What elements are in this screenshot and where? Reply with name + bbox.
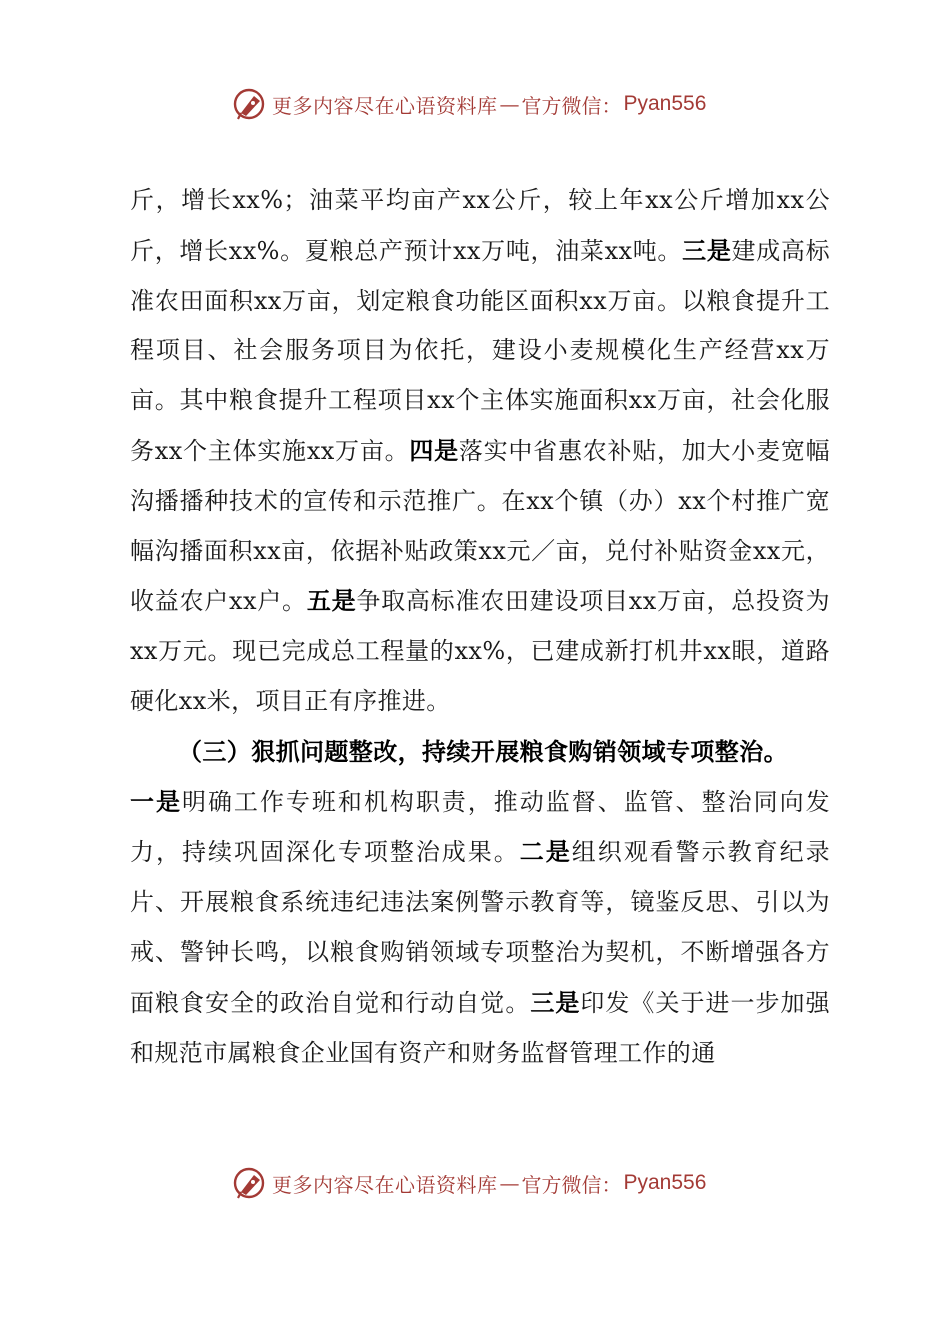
text-segment: 斤，增长xx%；油菜平均亩产xx公斤，较上年xx公斤增加xx公斤，增长xx%。夏粮总产预计xx万吨，油菜xx吨。: [130, 186, 830, 265]
text-segment: 印发《关于进一步加强和规范市属粮食企业国有资产和财务监督管理工作的通: [130, 988, 830, 1067]
text-segment: 争取高标准农田建设项目xx万亩，总投资为xx万元。现已完成总工程量的xx%，已建成新打机井xx眼，道路硬化xx米，项目正有序推进。: [130, 587, 830, 715]
pen-nib-logo-icon: [232, 1165, 268, 1201]
watermark-main-text: 更多内容尽在心语资料库: [272, 93, 498, 118]
document-body: [130, 176, 830, 1078]
header-watermark: [232, 84, 706, 124]
text-segment: 明确工作专班和机构职责，推动监督、监管、整治同向发力，持续巩固深化专项整治成果。: [130, 787, 830, 867]
watermark-separator: —: [499, 1171, 520, 1195]
paragraph-continuation: [130, 176, 830, 727]
watermark-wechat-id: Pyan556: [623, 92, 707, 115]
text-segment: 建成高标准农田面积xx万亩，划定粮食功能区面积xx万亩。以粮食提升工程项目、社会服务项目为依托，建设小麦规模化生产经营xx万亩。其中粮食提升工程项目xx个主体实施面积xx万亩，社会化服务xx个主体实施xx万亩。: [130, 236, 830, 465]
bold-marker: 四是: [409, 435, 459, 465]
watermark-wechat-label: 官方微信：: [521, 1172, 622, 1197]
pen-nib-logo-icon: [232, 86, 268, 122]
bold-marker: 三是: [682, 235, 732, 265]
section-paragraph: [130, 777, 830, 1079]
watermark-separator: —: [499, 92, 520, 116]
watermark-wechat-label: 官方微信：: [521, 93, 622, 118]
bold-marker: 三是: [530, 987, 581, 1017]
text-segment: 落实中省惠农补贴，加大小麦宽幅沟播播种技术的宣传和示范推广。在xx个镇（办）xx个村推广宽幅沟播面积xx亩，依据补贴政策xx元／亩，兑付补贴资金xx元，收益农户xx户。: [130, 436, 830, 616]
bold-marker: 五是: [306, 586, 357, 616]
footer-watermark: [232, 1163, 706, 1203]
watermark-wechat-id: Pyan556: [623, 1171, 707, 1194]
bold-marker: 一是: [130, 786, 182, 816]
watermark-main-text: 更多内容尽在心语资料库: [272, 1172, 498, 1197]
bold-marker: 二是: [519, 837, 572, 867]
text-segment: 组织观看警示教育纪录片、开展粮食系统违纪违法案例警示教育等，镜鉴反思、引以为戒、警钟长鸣，以粮食购销领域专项整治为契机，不断增强各方面粮食安全的政治自觉和行动自觉。: [130, 838, 830, 1017]
section-heading: （三）狠抓问题整改，持续开展粮食购销领域专项整治。: [178, 736, 788, 766]
